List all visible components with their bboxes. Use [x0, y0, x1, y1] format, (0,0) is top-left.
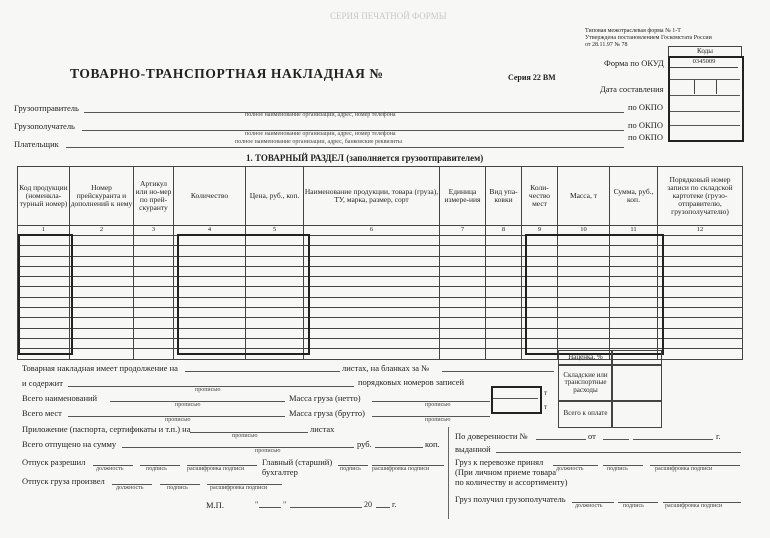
table-cell[interactable]	[134, 277, 174, 287]
year-suffix: г.	[392, 500, 397, 509]
table-cell[interactable]	[304, 277, 440, 287]
table-header-row	[18, 167, 743, 226]
table-cell[interactable]	[658, 277, 743, 287]
column-header: Сумма, руб., коп.	[610, 167, 658, 226]
table-cell[interactable]	[486, 246, 522, 256]
code-divider-1	[670, 79, 740, 80]
codes-header: Коды	[668, 46, 742, 57]
table-cell[interactable]	[304, 308, 440, 318]
payer-okpo-label: по ОКПО	[628, 132, 664, 142]
column-number: 4	[174, 226, 246, 236]
column-header: Коли-чество мест	[522, 167, 558, 226]
table-cell[interactable]	[486, 338, 522, 348]
signature-hint-1: подпись	[146, 466, 167, 472]
table-cell[interactable]	[658, 349, 743, 359]
table-cell[interactable]	[486, 266, 522, 276]
table-cell[interactable]	[304, 246, 440, 256]
series-label: Серия 22 ВМ	[508, 73, 556, 82]
column-header: Количество	[174, 167, 246, 226]
table-cell[interactable]	[304, 349, 440, 359]
markup-label-cell: Наценка, %	[558, 350, 613, 366]
rub-field[interactable]	[375, 447, 423, 448]
code-divider-2	[670, 95, 740, 96]
table-cell[interactable]	[134, 246, 174, 256]
received-label: Груз получил грузополучатель	[455, 494, 566, 504]
date-quote-open: "	[255, 500, 259, 509]
thick-group-col9-11	[525, 234, 664, 355]
shipper-label: Грузоотправитель	[14, 103, 79, 113]
table-cell[interactable]	[70, 287, 134, 297]
okud-label: Форма по ОКУД	[604, 58, 664, 68]
table-cell[interactable]	[486, 277, 522, 287]
bottom-date-day-field[interactable]	[259, 507, 281, 508]
table-cell[interactable]	[658, 246, 743, 256]
table-cell[interactable]	[440, 256, 486, 266]
table-cell[interactable]	[304, 266, 440, 276]
table-cell[interactable]	[70, 256, 134, 266]
signature-hint-4: подпись	[607, 466, 628, 472]
table-cell[interactable]	[304, 328, 440, 338]
attachment-label: Приложение (паспорта, сертификаты и т.п.) на	[22, 424, 191, 434]
column-number: 12	[658, 226, 743, 236]
table-cell[interactable]	[658, 308, 743, 318]
form-reference-line-3: от 28.11.97 № 78	[585, 42, 628, 48]
proxy-number-field[interactable]	[536, 439, 586, 440]
column-header: Масса, т	[558, 167, 610, 226]
blanks-field[interactable]	[442, 371, 554, 372]
position-hint-4: должность	[575, 503, 603, 509]
gross-mass-label: Масса груза (брутто)	[289, 408, 365, 418]
decode-hint-1: расшифровка подписи	[187, 466, 245, 472]
table-cell[interactable]	[658, 256, 743, 266]
bottom-date-year-field[interactable]	[376, 507, 390, 508]
personal-receipt-label-1: (При личном приеме товара	[455, 467, 557, 477]
proxy-day-field[interactable]	[603, 439, 629, 440]
column-number: 6	[304, 226, 440, 236]
table-cell[interactable]	[440, 328, 486, 338]
table-cell[interactable]	[486, 308, 522, 318]
table-cell[interactable]	[70, 236, 134, 246]
date-label: Дата составления	[600, 84, 664, 94]
table-cell[interactable]	[70, 297, 134, 307]
table-cell[interactable]	[134, 287, 174, 297]
table-cell[interactable]	[658, 266, 743, 276]
table-cell[interactable]	[440, 297, 486, 307]
signature-hint-3: подпись	[167, 485, 188, 491]
decode-hint-4: расшифровка подписи	[655, 466, 713, 472]
table-cell[interactable]	[134, 349, 174, 359]
chief-accountant-label-1: Главный (старший)	[262, 457, 333, 467]
mass-box-divider	[493, 398, 538, 399]
accepted-label: Груз к перевозке принял	[455, 457, 544, 467]
thick-group-col4-5	[177, 234, 310, 355]
table-cell[interactable]	[486, 349, 522, 359]
total-places-label: Всего мест	[22, 408, 62, 418]
table-cell[interactable]	[304, 297, 440, 307]
okud-code: 0345009	[670, 57, 738, 68]
decode-hint-5: расшифровка подписи	[665, 503, 723, 509]
net-ton-unit: т	[544, 389, 548, 397]
table-cell[interactable]	[658, 338, 743, 348]
table-cell[interactable]	[134, 266, 174, 276]
table-cell[interactable]	[440, 349, 486, 359]
storage-label-cell: Складские или транспортные расходы	[558, 364, 613, 402]
signature-hint-5: подпись	[623, 503, 644, 509]
table-cell[interactable]	[70, 266, 134, 276]
codes-box	[668, 56, 744, 142]
code-divider-3	[670, 111, 740, 112]
stamp-label: М.П.	[206, 500, 224, 510]
table-cell[interactable]	[486, 236, 522, 246]
table-cell[interactable]	[486, 297, 522, 307]
section-title: 1. ТОВАРНЫЙ РАЗДЕЛ (заполняется грузоотправителем)	[246, 153, 484, 163]
table-cell[interactable]	[70, 349, 134, 359]
signature-hint-2: подпись	[340, 466, 361, 472]
in-words-hint-7: прописью	[255, 448, 281, 454]
total-pay-label-cell: Всего к оплате	[558, 400, 613, 428]
form-reference-line-2: Утверждена постановлением Госкомстата России	[585, 35, 712, 41]
in-words-hint-6: прописью	[232, 433, 258, 439]
column-number: 5	[246, 226, 304, 236]
table-cell[interactable]	[658, 236, 743, 246]
date-cell-divider-1	[694, 80, 695, 94]
column-number: 1	[18, 226, 70, 236]
sheets-label: листах, на бланках за №	[342, 363, 430, 373]
table-cell[interactable]	[440, 287, 486, 297]
column-number: 8	[486, 226, 522, 236]
net-mass-label: Масса груза (нетто)	[289, 393, 361, 403]
table-cell[interactable]	[134, 338, 174, 348]
table-cell[interactable]	[304, 318, 440, 328]
table-cell[interactable]	[134, 256, 174, 266]
table-cell[interactable]	[486, 256, 522, 266]
code-divider-4	[670, 125, 740, 126]
consignee-okpo-label: по ОКПО	[628, 120, 664, 130]
column-header: Наименование продукции, товара (груза), ТУ, марка, размер, сорт	[304, 167, 440, 226]
form-reference-line-1: Типовая межотраслевая форма № 1-Т	[585, 28, 681, 34]
records-label: порядковых номеров записей	[358, 377, 465, 387]
total-names-label: Всего наименований	[22, 393, 98, 403]
column-header: Единица измере-ния	[440, 167, 486, 226]
table-cell[interactable]	[70, 318, 134, 328]
continuation-label: Товарная накладная имеет продолжение на	[22, 363, 178, 373]
column-header: Номер прейскуранта и дополнений к нему	[70, 167, 134, 226]
shipper-okpo-label: по ОКПО	[628, 102, 664, 112]
decode-hint-3: расшифровка подписи	[210, 485, 268, 491]
table-cell[interactable]	[440, 266, 486, 276]
thick-group-col1	[18, 234, 73, 355]
bottom-date-month-field[interactable]	[290, 507, 362, 508]
in-words-hint-5: прописью	[425, 417, 451, 423]
column-header: Вид упа-ковки	[486, 167, 522, 226]
table-cell[interactable]	[304, 236, 440, 246]
kop-label: коп.	[425, 439, 440, 449]
column-header: Цена, руб., коп.	[246, 167, 304, 226]
table-cell[interactable]	[658, 287, 743, 297]
column-number: 7	[440, 226, 486, 236]
position-hint-1: должность	[96, 466, 124, 472]
consignee-hint: полное наименование организации, адрес, номер телефона	[245, 131, 396, 137]
table-cell[interactable]	[440, 338, 486, 348]
column-number: 3	[134, 226, 174, 236]
decode-hint-2: расшифровка подписи	[372, 466, 430, 472]
in-words-hint-2: прописью	[175, 402, 201, 408]
column-header: Код продукции (номенкла-турный номер)	[18, 167, 70, 226]
table-cell[interactable]	[70, 338, 134, 348]
payer-label: Плательщик	[14, 139, 59, 149]
table-cell[interactable]	[134, 328, 174, 338]
table-cell[interactable]	[134, 318, 174, 328]
storage-value-cell[interactable]	[611, 364, 662, 402]
table-cell[interactable]	[658, 328, 743, 338]
column-header: Порядковый номер записи по складской картотеке (грузо-отправителю, грузополучателю)	[658, 167, 743, 226]
shipper-hint: полное наименование организации, адрес, номер телефона	[245, 112, 396, 118]
column-number: 11	[610, 226, 658, 236]
payer-field[interactable]	[66, 147, 624, 148]
released-sum-field[interactable]	[122, 447, 354, 448]
proxy-year-label: г.	[716, 431, 721, 441]
table-cell[interactable]	[134, 308, 174, 318]
table-cell[interactable]	[70, 246, 134, 256]
position-hint-3: должность	[556, 466, 584, 472]
column-number: 10	[558, 226, 610, 236]
table-cell[interactable]	[658, 297, 743, 307]
table-cell[interactable]	[304, 338, 440, 348]
table-cell[interactable]	[440, 277, 486, 287]
mass-box[interactable]	[491, 386, 542, 414]
rub-label: руб.	[357, 439, 372, 449]
year-prefix: 20	[364, 500, 372, 509]
issued-label: выданной	[455, 444, 491, 454]
in-words-hint-4: прописью	[165, 417, 191, 423]
chief-accountant-label-2: бухгалтер	[262, 467, 298, 477]
table-cell[interactable]	[70, 277, 134, 287]
proxy-from-label: от	[588, 431, 596, 441]
in-words-hint-3: прописью	[425, 402, 451, 408]
column-number: 2	[70, 226, 134, 236]
table-cell[interactable]	[486, 287, 522, 297]
proxy-label: По доверенности №	[455, 431, 528, 441]
payer-hint: полное наименование организации, адрес, банковские реквизиты	[235, 139, 402, 145]
vertical-divider	[448, 427, 449, 519]
column-header: Артикул или но-мер по прей-скуранту	[134, 167, 174, 226]
date-quote-close: "	[283, 500, 287, 509]
attachment-sheets-label: листах	[310, 424, 335, 434]
table-cell[interactable]	[70, 328, 134, 338]
table-cell[interactable]	[134, 297, 174, 307]
released-sum-label: Всего отпущено на сумму	[22, 439, 117, 449]
contains-label: и содержит	[22, 378, 63, 388]
proxy-month-field[interactable]	[633, 439, 713, 440]
column-number: 9	[522, 226, 558, 236]
table-cell[interactable]	[486, 318, 522, 328]
table-cell[interactable]	[304, 287, 440, 297]
position-hint-2: должность	[116, 485, 144, 491]
release-done-label: Отпуск груза произвел	[22, 476, 105, 486]
consignee-label: Грузополучатель	[14, 121, 75, 131]
release-allowed-label: Отпуск разрешил	[22, 457, 86, 467]
table-cell[interactable]	[304, 256, 440, 266]
total-pay-value-cell[interactable]	[611, 400, 662, 428]
table-cell[interactable]	[658, 318, 743, 328]
table-cell[interactable]	[440, 318, 486, 328]
document-title: ТОВАРНО-ТРАНСПОРТНАЯ НАКЛАДНАЯ №	[70, 66, 384, 81]
table-cell[interactable]	[134, 236, 174, 246]
table-cell[interactable]	[486, 328, 522, 338]
continuation-field[interactable]	[185, 371, 340, 372]
gross-ton-unit: т	[544, 403, 548, 411]
date-cell-divider-2	[716, 80, 717, 94]
bleed-through-text: СЕРИЯ ПЕЧАТНОЙ ФОРМЫ	[330, 11, 447, 21]
table-cell[interactable]	[440, 236, 486, 246]
table-cell[interactable]	[440, 246, 486, 256]
in-words-hint-1: прописью	[195, 387, 221, 393]
personal-receipt-label-2: по количеству и ассортименту)	[455, 477, 568, 487]
table-cell[interactable]	[70, 308, 134, 318]
table-cell[interactable]	[440, 308, 486, 318]
issued-field[interactable]	[496, 452, 741, 453]
